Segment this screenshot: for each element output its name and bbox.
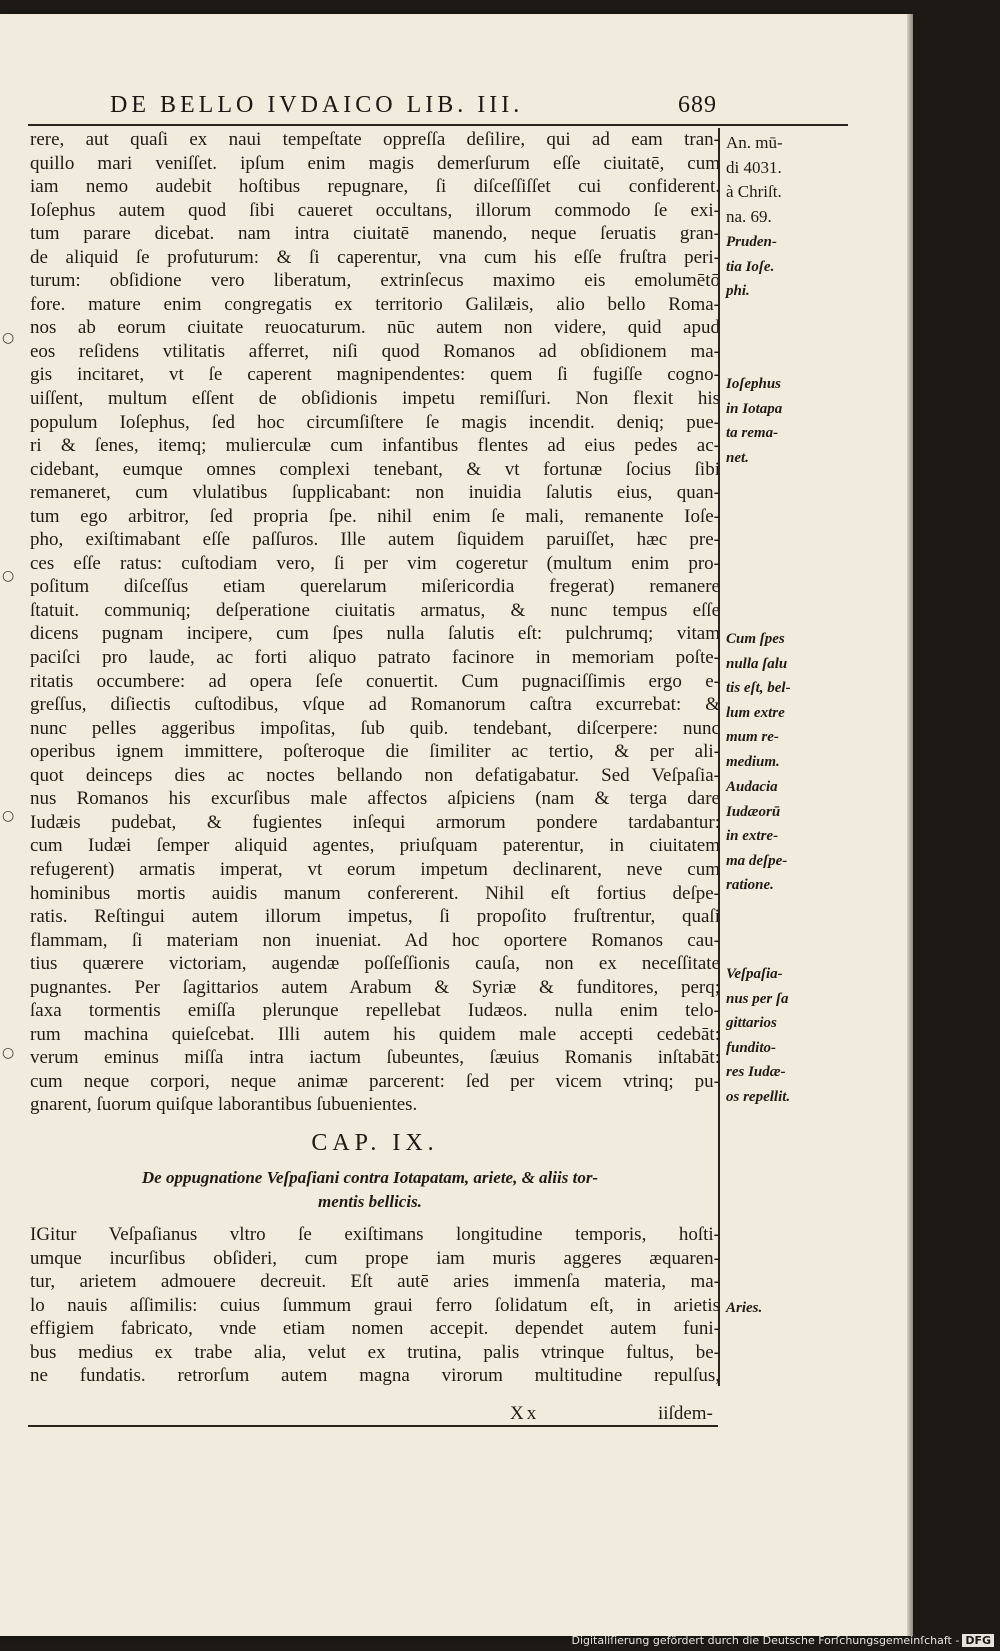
body-line: cum Iudæi ſemper aliquid agentes, priuſquam paterentur, in ciuitatem bbox=[30, 835, 720, 857]
credit-text: Digitaliſierung gefördert durch die Deutsche Forſchungsgemeinſchaft - bbox=[571, 1634, 960, 1647]
body-line: gnarent, ſuorum quiſque laborantibus ſubuenientes. bbox=[30, 1094, 418, 1116]
margin-note-line: in extre- bbox=[726, 828, 779, 844]
signature-mark: Xx bbox=[510, 1403, 540, 1424]
header-rule bbox=[28, 124, 848, 126]
body-line: ces eſſe ratus: cuſtodiam vero, ſi per vim cogeretur (multum enim pro- bbox=[30, 552, 720, 574]
margin-note-line: ratione. bbox=[726, 877, 774, 893]
body-line: nunc pelles aggeribus impoſitas, ſub quib. tendebant, diſcerpere: nunc bbox=[30, 717, 720, 739]
margin-note-line: phi. bbox=[726, 283, 750, 299]
body-line: nos ab eorum ciuitate reuocaturum. nūc autem non videre, quid apud bbox=[30, 317, 720, 339]
margin-note-line: Veſpaſia- bbox=[726, 966, 783, 982]
chapter-line: umque incurſibus obſideri, cum prope iam muris aggeres æquaren- bbox=[30, 1247, 720, 1269]
margin-note-line: nulla ſalu bbox=[726, 655, 788, 672]
body-line: iam nemo audebit hoſtibus repugnare, ſi diſceſſiſſet cui confiderent. bbox=[30, 176, 720, 198]
margin-note-line: An. mū- bbox=[726, 133, 783, 152]
body-line: quillo mari veniſſet. ipſum enim magis demerſurum eſſe ciuitatē, cum bbox=[30, 152, 720, 174]
margin-note-line: gittarios bbox=[726, 1015, 777, 1031]
body-line: ſtatuit. communiq; deſperatione ciuitatis armatus, & nunc tempus eſſe bbox=[30, 599, 720, 621]
body-line: de aliquid ſe profuturum: & ſi caperentur, vna cum his eſſe fruſtra peri- bbox=[30, 246, 720, 268]
body-line: ritatis occumbere: ad opera ſeſe conuertit. Cum pugnaciſſimis ergo e- bbox=[30, 670, 720, 692]
margin-note-line: Aries. bbox=[726, 1300, 763, 1316]
chapter-subtitle bbox=[90, 1166, 650, 1214]
chapter-text-block bbox=[30, 1223, 720, 1388]
margin-note-line: ma deſpe- bbox=[726, 852, 788, 869]
chapter-line: effigiem fabricato, vnde etiam nomen accepit. dependet autem funi- bbox=[30, 1318, 720, 1340]
margin-note-line: tia Ioſe. bbox=[726, 258, 775, 275]
margin-note-line: fundito- bbox=[726, 1039, 777, 1056]
body-line: tius quærere victoriam, augendæ poſſeſſionis cauſa, non ex neceſſitate bbox=[30, 953, 720, 975]
margin-note-vespasianus bbox=[726, 962, 818, 1109]
dfg-logo: DFG bbox=[962, 1634, 994, 1647]
margin-note-line: ta rema- bbox=[726, 425, 779, 441]
margin-note-line: res Iudæ- bbox=[726, 1064, 786, 1080]
margin-note-iosephus bbox=[726, 372, 818, 470]
margin-note-audacia bbox=[726, 775, 818, 898]
body-line: paciſci pro laude, ac forti aliquo patrato facinore in memoriam poſte- bbox=[30, 647, 720, 669]
margin-note-line: na. 69. bbox=[726, 206, 772, 226]
binding-hole-mark: ○ bbox=[2, 330, 15, 346]
margin-note-aries bbox=[726, 1296, 818, 1321]
body-line: dicens pugnam incipere, cum ſpes nulla ſalutis eſt: pulchrumq; vitam bbox=[30, 623, 720, 645]
margin-note-line: in Iotapa bbox=[726, 400, 783, 417]
body-line: operibus ignem immittere, poſteroque die ſimiliter ac tertio, & per ali- bbox=[30, 741, 720, 763]
chapter-heading: CAP. IX. bbox=[311, 1130, 439, 1156]
page-number: 689 bbox=[678, 92, 717, 118]
margin-note-line: Ioſephus bbox=[726, 376, 782, 392]
body-line: rum machina quieſcebat. Illi autem his quidem male accepti cedebāt: bbox=[30, 1023, 720, 1045]
margin-note-line: Iudæorū bbox=[726, 803, 781, 820]
margin-note-date bbox=[726, 131, 818, 229]
catchword: iiſdem- bbox=[658, 1403, 713, 1424]
footer-rule bbox=[28, 1425, 718, 1427]
body-line: rere, aut quaſi ex naui tempeſtate oppreſſa deſilire, qui ad eam tran- bbox=[30, 129, 720, 150]
body-line: turum: obſidione vero liberatum, extrinſecus maximo eis emolumētō bbox=[30, 270, 720, 292]
margin-note-line: nus per ſa bbox=[726, 990, 789, 1007]
body-line: refugerent) armatis imperat, vt eorum impetum declinarent, neve cum bbox=[30, 858, 720, 880]
running-header bbox=[30, 92, 720, 122]
margin-note-line: medium. bbox=[726, 753, 780, 770]
body-line: Iudæis pudebat, & fugientes inſequi armorum pondere tardabantur: bbox=[30, 811, 720, 833]
margin-note-line: di 4031. bbox=[726, 157, 782, 177]
main-text-block bbox=[30, 128, 720, 1117]
page-edge bbox=[907, 14, 913, 1636]
margin-note-line: Audacia bbox=[726, 779, 778, 795]
body-line: fore. mature enim congregatis ex territorio Galilæis, alio bello Roma- bbox=[30, 293, 720, 315]
margin-note-line: mum re- bbox=[726, 729, 779, 745]
chapter-line: IGitur Veſpaſianus vltro ſe exiſtimans longitudine temporis, hoſti- bbox=[30, 1224, 720, 1245]
body-line: quot deinceps dies ac noctes bellando non defatigabatur. Sed Veſpaſia- bbox=[30, 764, 720, 786]
chapter-line: lo nauis aſſimilis: cuius ſummum graui ferro ſolidatum eſt, in arietis bbox=[30, 1294, 720, 1316]
running-title: DE BELLO IVDAICO LIB. III. bbox=[110, 92, 524, 118]
chapter-subtitle-line: mentis bellicis. bbox=[318, 1192, 422, 1211]
chapter-line: tur, arietem admouere decreuit. Eſt autē aries immenſa materia, ma- bbox=[30, 1271, 720, 1293]
body-line: uiſſent, multum eſſent de obſidionis impetu remiſſuri. Non flexit his bbox=[30, 388, 720, 410]
body-line: tum parare dicebat. nam intra ciuitatē manendo, neque ſeruatis gran- bbox=[30, 223, 720, 245]
margin-note-line: Cum ſpes bbox=[726, 631, 785, 647]
body-line: hominibus mortis auidis manum confererent. Nihil eſt fortius deſpe- bbox=[30, 882, 720, 904]
body-line: gis incitaret, vt ſe caperent magnipendentes: quem ſi fugiſſe cogno- bbox=[30, 364, 720, 386]
body-line: ratis. Reſtingui autem illorum impetus, ſi propoſito fruſtrentur, quaſi bbox=[30, 906, 720, 928]
body-line: verum eminus miſſa intra iactum ſubeuntes, ſæuius Romanis inſtabāt: bbox=[30, 1047, 720, 1069]
body-line: remaneret, cum vlulatibus ſupplicabant: non inuidia ſalutis eius, quan- bbox=[30, 482, 720, 504]
margin-note-line: tis eſt, bel- bbox=[726, 680, 791, 696]
margin-note-line: net. bbox=[726, 449, 749, 466]
body-line: eos reſidens vtilitatis afferret, niſi quod Romanos ad obſidionem ma- bbox=[30, 340, 720, 362]
margin-note-line: Pruden- bbox=[726, 234, 777, 250]
body-line: ſaxa tormentis emiſſa plerunque repellebat Iudæos. nulla enim telo- bbox=[30, 1000, 720, 1022]
binding-hole-mark: ○ bbox=[2, 568, 15, 584]
body-line: cum neque corpori, neque animæ parcerent: ſed per vicem vtrinq; pu- bbox=[30, 1070, 720, 1092]
margin-note-line: lum extre bbox=[726, 704, 785, 721]
body-line: tum ego arbitror, ſed propria ſpe. nihil enim ſe mali, remanente Ioſe- bbox=[30, 505, 720, 527]
binding-hole-mark: ○ bbox=[2, 808, 15, 824]
body-line: ri & ſenes, itemq; mulierculæ cum infantibus flentes ad eius pedes ac- bbox=[30, 435, 720, 457]
chapter-line: ne fundatis. retrorſum autem magna virorum multitudine repulſus, bbox=[30, 1365, 720, 1387]
margin-note-line: os repellit. bbox=[726, 1088, 791, 1105]
margin-note-prudentia bbox=[726, 230, 818, 304]
body-line: cidebant, eumque omnes complexi tenebant, & vt fortunæ ſocius ſibi bbox=[30, 458, 720, 480]
body-line: greſſus, diſiectis cuſtodibus, vſque ad Romanorum caſtra excurrebat: & bbox=[30, 694, 720, 716]
body-line: nus Romanos his excurſibus male affectos aſpiciens (nam & terga dare bbox=[30, 788, 720, 810]
margin-note-cum-spes bbox=[726, 627, 818, 774]
binding-hole-mark: ○ bbox=[2, 1045, 15, 1061]
body-line: Ioſephus autem quod ſibi caueret occultans, illorum commodo ſe exi- bbox=[30, 199, 720, 221]
body-line: pho, exiſtimabant eſſe paſſuros. Ille autem ſiquidem paruiſſet, hæc pre- bbox=[30, 529, 720, 551]
chapter-line: bus medius ex trabe alia, velut ex trutina, palis vtrinque fultus, be- bbox=[30, 1341, 720, 1363]
body-line: poſitum diſceſſus etiam querelarum miſericordia fregerat) remanere bbox=[30, 576, 720, 598]
margin-note-line: à Chriſt. bbox=[726, 182, 782, 201]
chapter-subtitle-line: De oppugnatione Veſpaſiani contra Iotapatam, ariete, & aliis tor- bbox=[141, 1168, 599, 1187]
digitization-credit bbox=[571, 1634, 994, 1647]
body-line: pugnantes. Per ſagittarios autem Arabum & Syriæ & funditores, perq; bbox=[30, 976, 720, 998]
body-line: flammam, ſi materiam non inueniat. Ad hoc oportere Romanos cau- bbox=[30, 929, 720, 951]
body-line: populum Ioſephus, ſed hoc circumſiſtere ſe magis incendit. deniq; pue- bbox=[30, 411, 720, 433]
